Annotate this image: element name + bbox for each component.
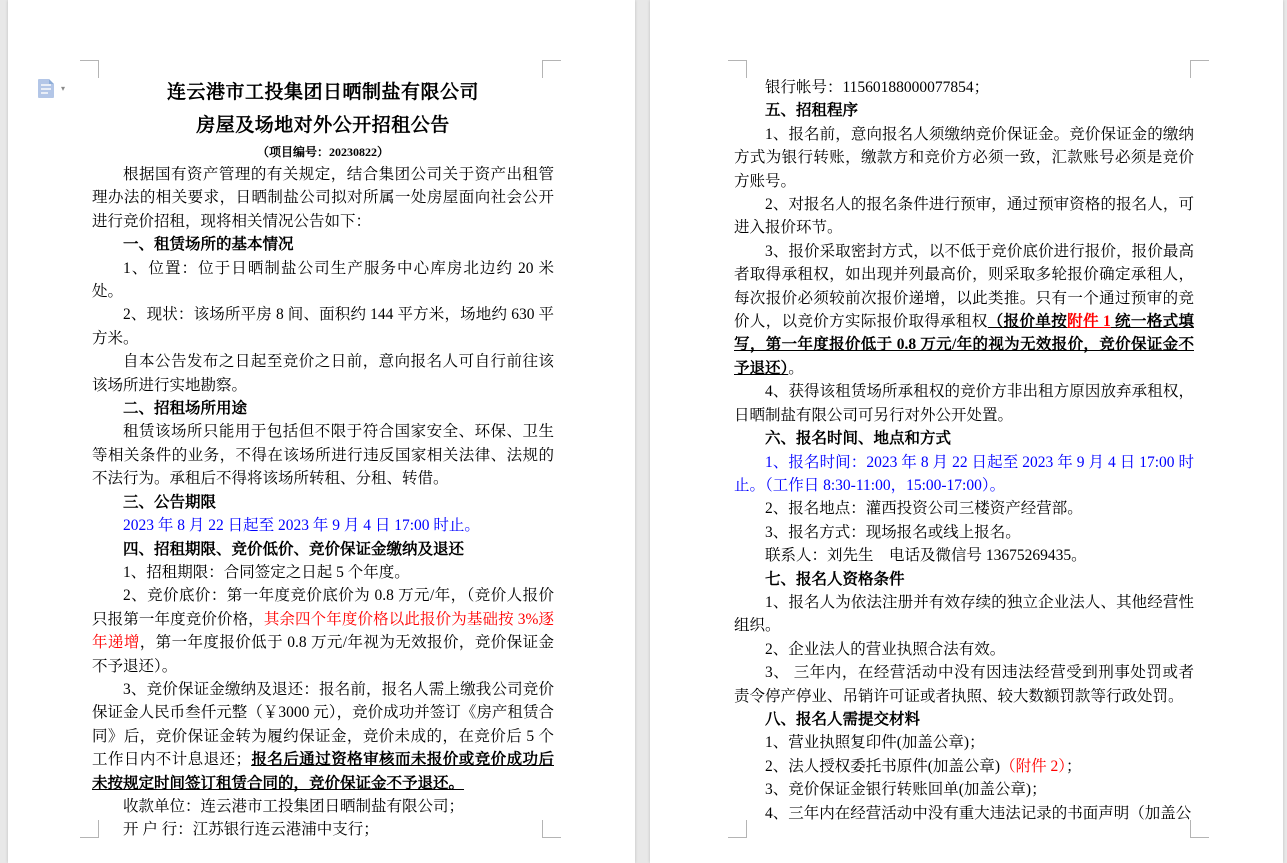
paragraph xyxy=(734,497,1194,520)
paragraph xyxy=(734,755,1194,778)
project-number xyxy=(92,142,554,163)
text-run: 联系人：刘先生 电话及微信号 13675269435。 xyxy=(765,547,1087,565)
text-run: 连云港市工投集团日晒制盐有限公司 xyxy=(166,82,479,103)
page-2-text-area[interactable] xyxy=(734,76,1194,825)
text-run: 2023 年 8 月 22 日起至 2023 年 9 月 4 日 17:00 时止。 xyxy=(123,517,480,535)
account-line xyxy=(734,76,1194,99)
paste-options-button[interactable] xyxy=(38,79,74,103)
section-5-heading xyxy=(734,99,1194,122)
text-run: ，第一年度报价低于 0.8 万元/年视为无效报价，竞价保证金不予退还）。 xyxy=(92,634,554,675)
text-run: 1、招租期限：合同签定之日起 5 个年度。 xyxy=(123,563,410,581)
section-7-heading xyxy=(734,568,1194,591)
page-1-text-area[interactable] xyxy=(92,76,554,842)
text-run: 三、公告期限 xyxy=(123,493,217,511)
signup-time xyxy=(734,451,1194,498)
text-run: 3、 三年内，在经营活动中没有因违法经营受到刑事处罚或者责令停产停业、吊销许可证或者执照、较大数额罚款等行政处罚。 xyxy=(734,664,1194,705)
section-3-heading xyxy=(92,491,554,514)
document-title-line2 xyxy=(92,109,554,142)
text-run: 其余四个年度价格以此报价为基础按 3%逐年递增 xyxy=(92,610,554,652)
paragraph xyxy=(734,731,1194,754)
text-run: 3、竞价保证金缴纳及退还：报名前，报名人需上缴我公司竞价保证金人民币叁仟元整（￥3000 元），竞价成功并签订《房产租赁合同》后，竞价保证金转为履约保证金，竞价未成的，在竞价后 5 个工作日内不计息退还； xyxy=(92,680,554,769)
text-run: 五、招租程序 xyxy=(765,102,859,120)
text-run: 八、报名人需提交材料 xyxy=(765,710,921,728)
text-run: （项目编号：20230822） xyxy=(256,145,389,159)
chevron-down-icon[interactable]: ▾ xyxy=(61,84,66,93)
bank-line xyxy=(92,818,554,841)
text-run: ； xyxy=(1065,757,1082,775)
text-run: 2、对报名人的报名条件进行预审，通过预审资格的报名人，可进入报价环节。 xyxy=(734,196,1194,237)
text-run: 租赁该场所只能用于包括但不限于符合国家安全、环保、卫生等相关条件的业务，不得在该场所进行违反国家相关法律、法规的不法行为。承租后不得将该场所转租、分租、转借。 xyxy=(92,423,554,488)
announcement-period xyxy=(92,514,554,537)
text-run: 一、租赁场所的基本情况 xyxy=(123,236,294,254)
paragraph xyxy=(734,638,1194,661)
text-run: 4、三年内在经营活动中没有重大违法记录的书面声明（加盖公 xyxy=(765,804,1192,822)
text-run: 报名后通过资格审核而未报价或竞价成功后未按规定时间签订租赁合同的，竞价保证金不予退还。 xyxy=(92,751,554,792)
text-run: 1、报名时间：2023 年 8 月 22 日起至 2023 年 9 月 4 日 17:00 时止。（工作日 8:30-11:00，15:00-17:00）。 xyxy=(734,453,1194,494)
text-run: 房屋及场地对外公开招租公告 xyxy=(196,115,450,136)
contact-line xyxy=(734,544,1194,567)
text-run: 六、报名时间、地点和方式 xyxy=(765,430,952,448)
paragraph xyxy=(92,561,554,584)
section-2-heading xyxy=(92,397,554,420)
section-4-heading xyxy=(92,538,554,561)
paragraph xyxy=(92,257,554,304)
paragraph xyxy=(734,802,1194,825)
text-run: 2、竞价底价：第一年度竞价底价为 0.8 万元/年，（竞价人报价只报第一年度竞价价格， xyxy=(92,587,554,628)
text-run: 自本公告发布之日起至竞价之日前，意向报名人可自行前往该该场所进行实地勘察。 xyxy=(92,353,554,394)
paragraph xyxy=(734,123,1194,193)
text-run: 二、招租场所用途 xyxy=(123,400,248,418)
section-6-heading xyxy=(734,427,1194,450)
text-run: 3、报价采取密封方式，以不低于竞价底价进行报价，报价最高者取得承租权，如出现并列最高价，则采取多轮报价确定承租人，每次报价必须较前次报价递增，以此类推。只有一个通过预审的竞价人，以竞价方实际报价取得承租权 xyxy=(734,242,1194,331)
text-run: 1、报名前，意向报名人须缴纳竞价保证金。竞价保证金的缴纳方式为银行转账，缴款方和竞价方必须一致，汇款账号必须是竞价方账号。 xyxy=(734,125,1194,190)
paragraph xyxy=(734,521,1194,544)
paragraph xyxy=(734,591,1194,638)
text-run: 。 xyxy=(788,359,804,377)
text-run: 1、位置：位于日晒制盐公司生产服务中心库房北边约 20 米处。 xyxy=(92,259,554,301)
text-run: 1、报名人为依法注册并有效存续的独立企业法人、其他经营性组织。 xyxy=(734,593,1194,635)
paragraph xyxy=(92,303,554,350)
text-run: 银行帐号：11560188000077854； xyxy=(765,79,990,96)
paragraph xyxy=(92,584,554,678)
text-run: 3、竞价保证金银行转账回单(加盖公章)； xyxy=(765,781,1047,799)
paragraph xyxy=(734,240,1194,380)
text-run: 2、企业法人的营业执照合法有效。 xyxy=(765,640,1006,658)
text-run: 七、报名人资格条件 xyxy=(765,570,905,588)
text-run: 开 户 行：江苏银行连云港浦中支行； xyxy=(123,821,379,839)
text-run: 2、报名地点：灌西投资公司三楼资产经营部。 xyxy=(765,500,1083,518)
text-run: 统一格式填写，第一年度报价低于 0.8 万元/年的视为无效报价，竞价保证金不予退还） xyxy=(734,313,1194,377)
payee-line xyxy=(92,795,554,818)
text-run: 2、现状：该场所平房 8 间、面积约 144 平方米，场地约 630 平方米。 xyxy=(92,306,554,347)
text-run: 4、获得该租赁场所承租权的竞价方非出租方原因放弃承租权，日晒制盐有限公司可另行对外公开处置。 xyxy=(734,383,1194,424)
text-run: 1、营业执照复印件(加盖公章)； xyxy=(765,734,985,752)
document-title-line1 xyxy=(92,76,554,109)
document-page-1 xyxy=(8,0,635,863)
paragraph xyxy=(734,380,1194,427)
text-run: 2、法人授权委托书原件(加盖公章) xyxy=(765,757,1001,775)
paragraph xyxy=(92,163,554,233)
section-1-heading xyxy=(92,233,554,256)
text-run: 四、招租期限、竞价低价、竞价保证金缴纳及退还 xyxy=(123,540,465,558)
section-8-heading xyxy=(734,708,1194,731)
text-run: 3、报名方式：现场报名或线上报名。 xyxy=(765,523,1021,541)
document-page-2 xyxy=(650,0,1283,863)
paragraph xyxy=(92,350,554,397)
text-run: （附件 2） xyxy=(1000,757,1066,775)
paragraph xyxy=(92,678,554,795)
clipboard-paste-icon xyxy=(38,79,54,98)
paragraph xyxy=(734,193,1194,240)
paragraph xyxy=(734,661,1194,708)
text-run: 附件 1 xyxy=(1067,313,1111,331)
text-run: 根据国有资产管理的有关规定，结合集团公司关于资产出租管理办法的相关要求，日晒制盐公司拟对所属一处房屋面向社会公开进行竞价招租，现将相关情况公告如下： xyxy=(92,166,554,230)
text-run: 收款单位：连云港市工投集团日晒制盐有限公司； xyxy=(123,797,465,815)
paragraph xyxy=(92,420,554,490)
text-run: （报价单按 xyxy=(987,313,1068,331)
paragraph xyxy=(734,778,1194,801)
